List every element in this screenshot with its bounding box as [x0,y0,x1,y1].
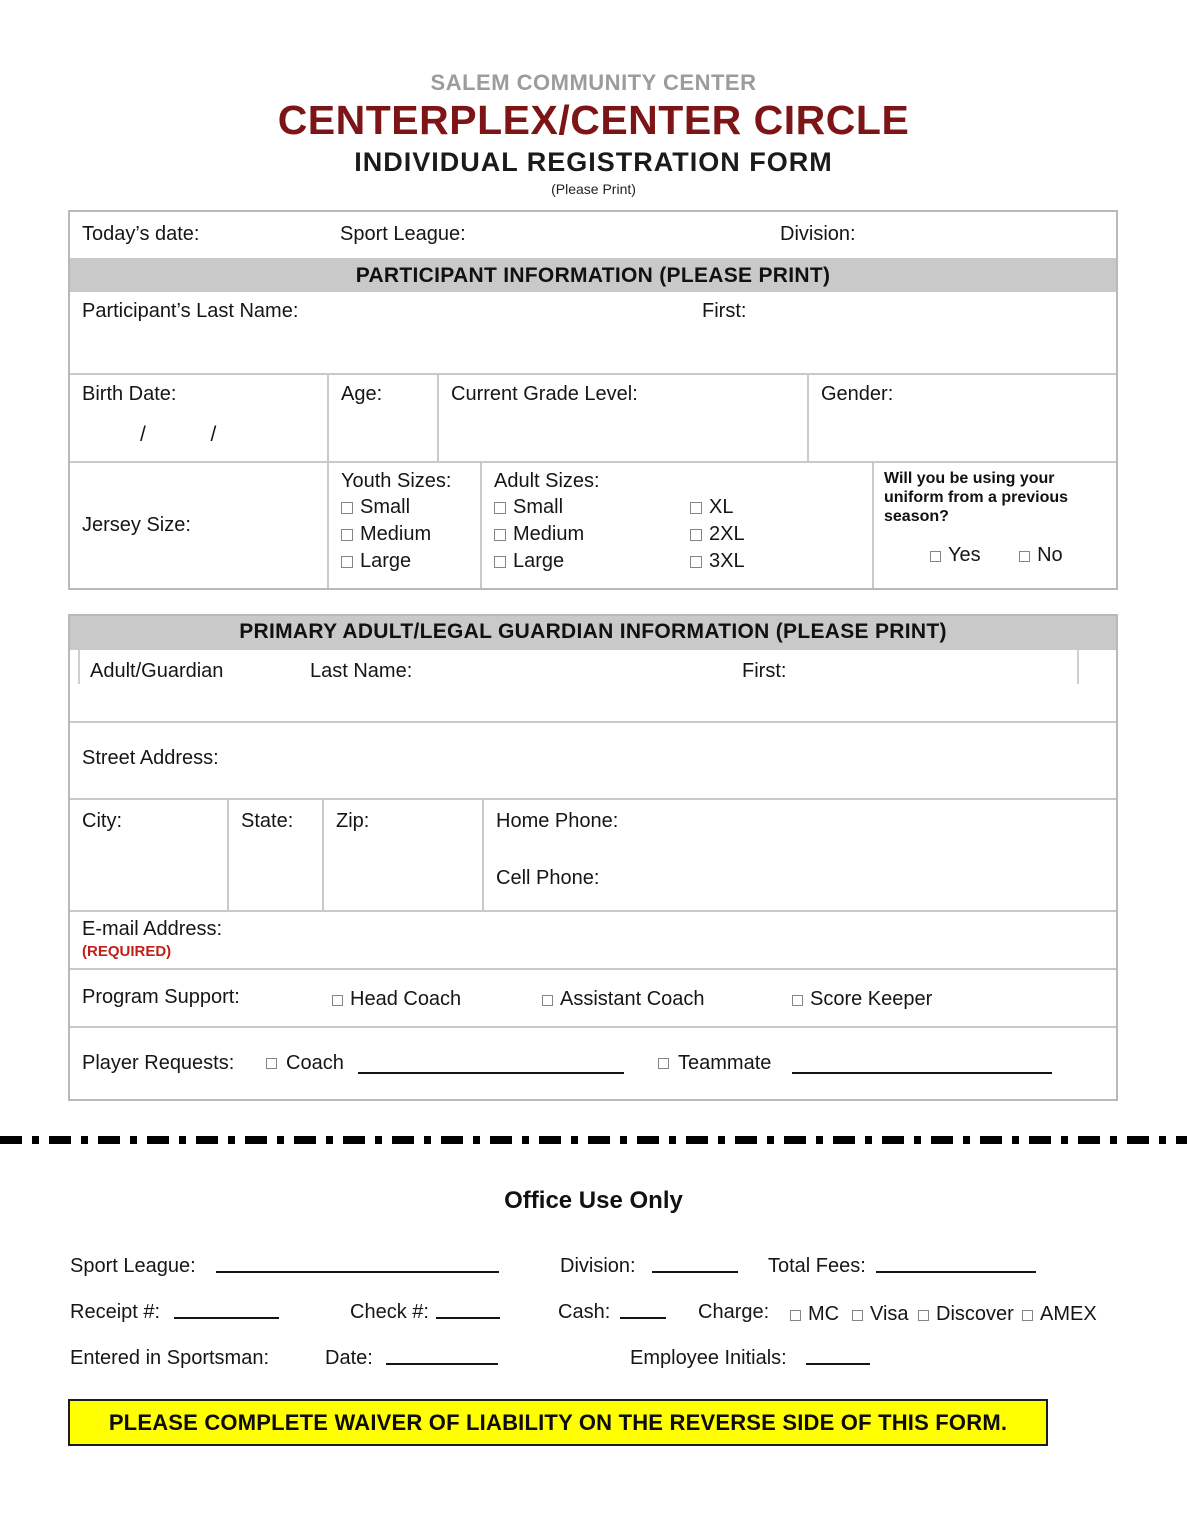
birth-date-label: Birth Date: [82,383,177,405]
grade-level-field[interactable] [437,375,807,461]
gender-label: Gender: [821,383,894,405]
street-address-row[interactable] [70,721,1116,798]
checkbox-adult-xl-icon[interactable] [690,502,702,514]
uniform-no-option[interactable] [1019,544,1063,566]
office-total-fees-blank[interactable] [876,1255,1036,1273]
teammate-request-label: Teammate [678,1052,772,1074]
city-field[interactable] [70,800,227,910]
zip-label: Zip: [336,810,370,832]
office-charge-label: Charge: [698,1301,770,1323]
office-initials-blank[interactable] [806,1347,870,1365]
adult-xl-label: XL [709,496,734,518]
youth-large-option[interactable] [341,548,480,575]
coach-request-blank[interactable] [358,1056,624,1074]
jersey-size-field[interactable] [70,463,327,588]
adult-medium-label: Medium [513,523,585,545]
youth-sizes-title: Youth Sizes: [341,470,452,492]
age-field[interactable] [327,375,437,461]
participant-first-name-label: First: [702,300,747,322]
email-required-note: (REQUIRED) [82,943,172,960]
checkbox-mc-icon[interactable] [790,1310,801,1321]
office-date-blank[interactable] [386,1347,498,1365]
adult-medium-option[interactable] [494,521,690,548]
office-use-only-title: Office Use Only [504,1187,683,1214]
participant-section-header: PARTICIPANT INFORMATION (PLEASE PRINT) [70,258,1116,290]
checkbox-teammate-request-icon[interactable] [658,1058,669,1069]
adult-xl-option[interactable] [690,494,745,521]
checkbox-coach-request-icon[interactable] [266,1058,277,1069]
youth-medium-label: Medium [360,523,432,545]
checkbox-uniform-yes-icon[interactable] [930,551,941,562]
email-row[interactable] [70,910,1116,968]
phone-field[interactable] [482,800,1116,910]
age-label: Age: [341,383,383,405]
coach-request-label: Coach [286,1052,344,1074]
adult-guardian-label: Adult/Guardian [90,660,224,682]
checkbox-head-coach-icon[interactable] [332,995,343,1006]
tear-off-dashed-divider [0,1136,1187,1144]
cell-phone-label: Cell Phone: [496,867,600,889]
adult-small-option[interactable] [494,494,690,521]
checkbox-amex-icon[interactable] [1022,1310,1033,1321]
checkbox-adult-3xl-icon[interactable] [690,556,702,568]
program-support-row [70,968,1116,1026]
office-receipt-blank[interactable] [174,1301,279,1319]
youth-large-label: Large [360,550,412,572]
adult-sizes-cell [480,463,872,588]
waiver-notice-text: PLEASE COMPLETE WAIVER OF LIABILITY ON THE REVERSE SIDE OF THIS FORM. [108,1409,1008,1435]
office-receipt-label: Receipt #: [70,1301,161,1323]
inner-cell-divider [78,650,80,684]
home-phone-label: Home Phone: [496,810,619,832]
checkbox-youth-medium-icon[interactable] [341,529,353,541]
checkbox-score-keeper-icon[interactable] [792,995,803,1006]
city-state-zip-phone-row [70,798,1116,910]
office-cash-blank[interactable] [620,1301,666,1319]
office-total-fees-label: Total Fees: [768,1255,866,1277]
teammate-request-blank[interactable] [792,1056,1052,1074]
checkbox-assistant-coach-icon[interactable] [542,995,553,1006]
charge-amex-label: AMEX [1040,1303,1097,1325]
adult-2xl-label: 2XL [709,523,745,545]
score-keeper-option[interactable] [792,986,932,1013]
adult-3xl-label: 3XL [709,550,745,572]
charge-mc-option[interactable] [790,1301,839,1328]
adult-2xl-option[interactable] [690,521,745,548]
waiver-notice-banner [68,1399,1048,1446]
youth-small-option[interactable] [341,494,480,521]
street-address-label: Street Address: [82,747,219,769]
checkbox-youth-small-icon[interactable] [341,502,353,514]
checkbox-discover-icon[interactable] [918,1310,929,1321]
office-check-label: Check #: [350,1301,429,1323]
sport-league-label: Sport League: [340,223,466,245]
charge-discover-label: Discover [936,1303,1014,1325]
division-label: Division: [780,223,856,245]
organization-name: SALEM COMMUNITY CENTER [430,70,757,95]
office-sport-league-label: Sport League: [70,1255,196,1277]
adult-large-option[interactable] [494,548,690,575]
guardian-name-row[interactable] [70,648,1116,721]
youth-medium-option[interactable] [341,521,480,548]
form-title: CENTERPLEX/CENTER CIRCLE [277,97,910,143]
state-label: State: [241,810,294,832]
guardian-section-header: PRIMARY ADULT/LEGAL GUARDIAN INFORMATION (PLEASE PRINT) [70,616,1116,648]
zip-field[interactable] [322,800,482,910]
guardian-table [68,614,1118,1101]
birth-date-field[interactable] [70,375,327,461]
grade-level-label: Current Grade Level: [451,383,638,405]
participant-last-name-label: Participant’s Last Name: [82,300,299,322]
charge-mc-label: MC [808,1303,840,1325]
charge-discover-option[interactable] [918,1301,1014,1328]
office-check-blank[interactable] [436,1301,500,1319]
checkbox-visa-icon[interactable] [852,1310,863,1321]
charge-visa-label: Visa [870,1303,909,1325]
guardian-last-name-label: Last Name: [310,660,413,682]
birth-date-slashes: / / [140,423,219,446]
uniform-no-label: No [1037,544,1063,566]
charge-amex-option[interactable] [1022,1301,1097,1328]
office-row-entry [0,1337,1187,1383]
uniform-yes-option[interactable] [930,544,981,566]
todays-date-label: Today’s date: [82,223,200,245]
guardian-first-name-label: First: [742,660,787,682]
adult-sizes-title: Adult Sizes: [494,470,600,492]
player-requests-row [70,1026,1116,1099]
office-division-label: Division: [560,1255,636,1277]
city-label: City: [82,810,122,832]
player-requests-label: Player Requests: [82,1052,235,1074]
checkbox-adult-medium-icon[interactable] [494,529,506,541]
uniform-question-cell [872,463,1116,588]
office-row-payment [0,1291,1187,1337]
youth-sizes-cell [327,463,480,588]
state-field[interactable] [227,800,322,910]
checkbox-uniform-no-icon[interactable] [1019,551,1030,562]
participant-table [68,210,1118,590]
gender-field[interactable] [807,375,1116,461]
email-label: E-mail Address: [82,918,223,940]
office-use-section [0,1245,1187,1383]
form-subtitle: INDIVIDUAL REGISTRATION FORM [354,147,833,177]
participant-name-row[interactable] [70,290,1116,373]
checkbox-adult-large-icon[interactable] [494,556,506,568]
office-initials-label: Employee Initials: [630,1347,787,1369]
form-header [0,0,1187,197]
office-sport-league-blank[interactable] [216,1255,499,1273]
jersey-size-label: Jersey Size: [82,514,191,536]
jersey-size-row [70,461,1116,588]
inner-cell-divider [1077,650,1079,684]
please-print-note: (Please Print) [551,181,636,197]
charge-visa-option[interactable] [852,1301,909,1328]
checkbox-youth-large-icon[interactable] [341,556,353,568]
office-division-blank[interactable] [652,1255,738,1273]
checkbox-adult-small-icon[interactable] [494,502,506,514]
office-date-label: Date: [325,1347,373,1369]
assistant-coach-label: Assistant Coach [560,988,705,1010]
adult-large-label: Large [513,550,565,572]
score-keeper-label: Score Keeper [810,988,933,1010]
adult-small-label: Small [513,496,564,518]
uniform-yes-label: Yes [948,544,981,566]
birth-age-grade-gender-row [70,373,1116,461]
adult-3xl-option[interactable] [690,548,745,575]
head-coach-label: Head Coach [350,988,462,1010]
youth-small-label: Small [360,496,411,518]
uniform-question-text: Will you be using your uniform from a previous season? [884,470,1069,525]
office-row-fees [0,1245,1187,1291]
top-info-row[interactable] [70,212,1116,258]
office-cash-label: Cash: [558,1301,611,1323]
head-coach-option[interactable] [332,986,461,1013]
office-entered-label: Entered in Sportsman: [70,1347,269,1369]
checkbox-adult-2xl-icon[interactable] [690,529,702,541]
assistant-coach-option[interactable] [542,986,705,1013]
program-support-label: Program Support: [82,986,240,1008]
